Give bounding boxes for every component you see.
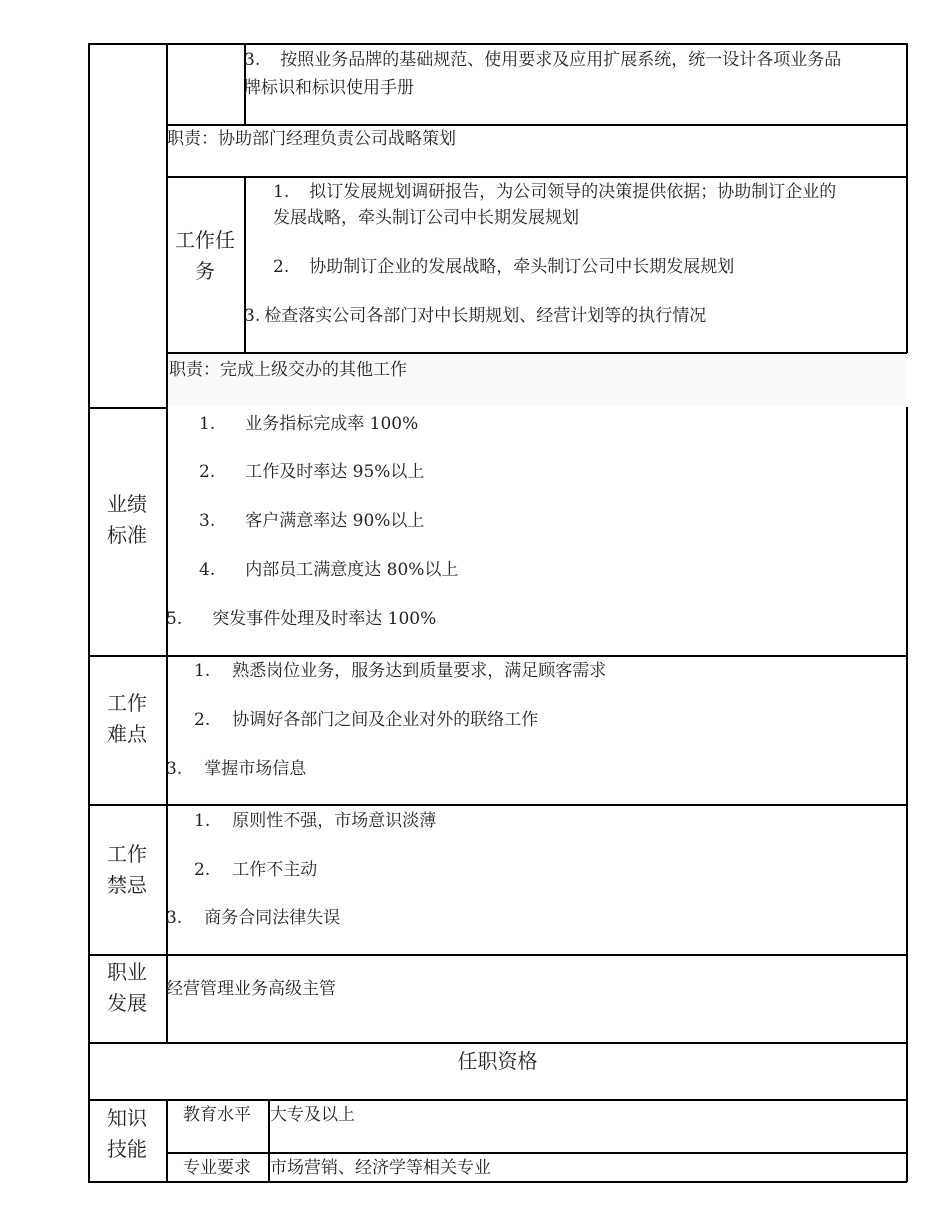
brand-item: 3. 按照业务品牌的基础规范、使用要求及应用扩展系统，统一设计各项业务品 — [244, 50, 842, 70]
task-item-1: 1. 拟订发展规划调研报告，为公司领导的决策提供依据；协助制订企业的 — [273, 182, 837, 202]
performance-item: 2. 工作及时率达 95%以上 — [199, 462, 425, 482]
table-border-right — [906, 43, 908, 353]
task-item-2: 2. 协助制订企业的发展战略，牵头制订公司中长期发展规划 — [273, 257, 735, 277]
taboos-label: 工作 禁忌 — [107, 842, 147, 897]
row-divider — [88, 407, 167, 409]
qualifications-title: 任职资格 — [457, 1049, 538, 1073]
difficulty-item: 1. 熟悉岗位业务，服务达到质量要求，满足顾客需求 — [194, 661, 607, 681]
performance-item: 5. 突发事件处理及时率达 100% — [166, 609, 437, 629]
task-item-1-continued: 发展战略，牵头制订公司中长期发展规划 — [273, 208, 579, 228]
performance-label: 业绩 标准 — [107, 492, 147, 547]
row-divider — [88, 655, 907, 657]
duty-strategy: 职责：协助部门经理负责公司战略策划 — [167, 129, 456, 149]
difficulties-label: 工作 难点 — [107, 691, 147, 746]
taboo-item: 1. 原则性不强，市场意识淡薄 — [194, 811, 437, 831]
career-label: 职业 发展 — [107, 960, 147, 1015]
performance-item: 1. 业务指标完成率 100% — [199, 414, 419, 434]
row-divider — [166, 352, 907, 354]
table-border-top — [88, 43, 907, 45]
row-divider — [88, 1042, 907, 1044]
education-value: 大专及以上 — [270, 1105, 355, 1125]
label-column-divider — [166, 43, 168, 1043]
knowledge-skills-label: 知识 技能 — [107, 1106, 147, 1161]
difficulty-item: 2. 协调好各部门之间及企业对外的联络工作 — [194, 710, 539, 730]
performance-item: 3. 客户满意率达 90%以上 — [199, 511, 425, 531]
row-divider — [88, 954, 907, 956]
performance-item: 4. 内部员工满意度达 80%以上 — [199, 560, 459, 580]
row-divider — [88, 1099, 907, 1101]
task-item-3: 3. 检查落实公司各部门对中长期规划、经营计划等的执行情况 — [244, 306, 707, 326]
duty-other: 职责：完成上级交办的其他工作 — [169, 360, 407, 380]
education-key: 教育水平 — [183, 1105, 251, 1125]
major-key: 专业要求 — [183, 1158, 251, 1178]
difficulty-item: 3. 掌握市场信息 — [166, 759, 307, 779]
brand-item-continued: 牌标识和标识使用手册 — [244, 78, 414, 98]
tasks-label: 工作任 务 — [175, 228, 235, 283]
taboo-item: 3. 商务合同法律失误 — [166, 908, 341, 928]
career-text: 经营管理业务高级主管 — [166, 979, 336, 999]
major-value: 市场营销、经济学等相关专业 — [270, 1158, 491, 1178]
row-divider — [88, 804, 907, 806]
table-border-bottom — [88, 1181, 907, 1183]
row-divider — [166, 1152, 907, 1154]
row-divider — [166, 176, 907, 178]
taboo-item: 2. 工作不主动 — [194, 860, 318, 880]
